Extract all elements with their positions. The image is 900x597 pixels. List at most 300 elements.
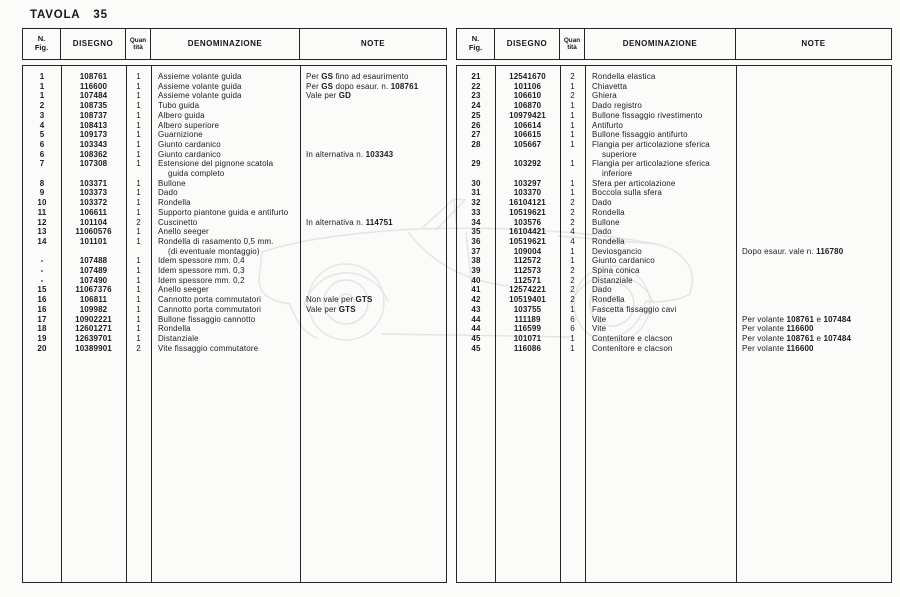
cell-disegno-number: 103371 [79, 178, 108, 188]
cell-fig-number: 9 [39, 188, 45, 198]
cell-fig-number: 11 [37, 207, 47, 217]
cell-denominazione: Rondella elastica [592, 72, 656, 81]
cell-denominazione: Distanziale [158, 333, 199, 343]
cell-fig-number: 18 [37, 324, 47, 334]
cell-denominazione: Fascetta fissaggio cavi [592, 304, 677, 314]
table-row [457, 285, 891, 295]
cell-note [300, 169, 446, 179]
cell-disegno-number: 12574221 [509, 285, 546, 295]
cell-denominazione: Anello seeger [158, 227, 209, 237]
table-row [457, 237, 891, 247]
header-fig-line2: Fig. [34, 43, 49, 52]
cell-denominazione: Giunto cardanico [158, 139, 221, 149]
table-row [457, 72, 891, 82]
cell-denominazione: Anello seeger [158, 285, 209, 295]
cell-note [736, 140, 891, 150]
cell-note [736, 276, 891, 286]
cell-denominazione: Idem spessore mm. 0,3 [158, 266, 245, 276]
cell-disegno-number: 107489 [79, 266, 108, 276]
cell-denominazione: guida completo [168, 169, 225, 179]
header-qty-line2: tità [133, 44, 143, 51]
cell-disegno-number: 101071 [513, 333, 542, 343]
column-divider [560, 66, 561, 582]
cell-quantity: 1 [136, 236, 141, 246]
cell-quantity: 6 [570, 324, 575, 334]
cell-quantity: 1 [570, 343, 575, 353]
cell-note: Per volante 108761 e 107484 [742, 333, 852, 343]
cell-note [300, 276, 446, 286]
column-divider [151, 66, 152, 582]
table-row [23, 266, 446, 276]
cell-quantity: 2 [570, 285, 575, 295]
table-row [23, 111, 446, 121]
cell-note [736, 82, 891, 92]
header-fig-line1: N. [471, 34, 480, 44]
column-divider [495, 66, 496, 582]
header-denominazione-column: DENOMINAZIONE [151, 29, 300, 59]
cell-disegno-number: 103297 [513, 178, 542, 188]
cell-denominazione: Dado registro [592, 101, 642, 111]
cell-note [736, 72, 891, 82]
cell-fig-number: 15 [37, 285, 47, 295]
cell-denominazione: superiore [602, 149, 637, 159]
cell-quantity: 1 [570, 333, 575, 343]
cell-note: Non vale per GTS [306, 295, 373, 305]
cell-fig-number: 45 [471, 343, 481, 353]
cell-disegno-number: 105667 [513, 139, 542, 149]
cell-fig-number: 44 [471, 314, 481, 324]
table-header [22, 28, 447, 60]
cell-disegno-number: 10979421 [509, 110, 546, 120]
cell-note [300, 101, 446, 111]
table-row-continuation [457, 169, 891, 179]
cell-quantity: 1 [136, 81, 141, 91]
cell-denominazione: Dado [592, 227, 612, 237]
cell-fig-number: - [40, 266, 44, 276]
cell-denominazione: Estensione del pignone scatola [158, 159, 274, 169]
cell-quantity: 1 [136, 266, 141, 276]
table-row [23, 334, 446, 344]
cell-disegno-number: 103343 [79, 139, 108, 149]
cell-denominazione: Deviosgancio [592, 246, 642, 256]
header-qty-column [560, 29, 585, 59]
table-row [457, 130, 891, 140]
cell-disegno-number: 107490 [79, 275, 108, 285]
cell-fig-number: 5 [39, 130, 45, 140]
cell-denominazione: Rondella [592, 236, 625, 246]
cell-disegno-number: 101101 [79, 236, 108, 246]
cell-fig-number: 14 [37, 236, 47, 246]
cell-note [300, 324, 446, 334]
cell-denominazione: Cuscinetto [158, 217, 198, 227]
cell-disegno-number: 10902221 [75, 314, 112, 324]
cell-quantity: 1 [136, 139, 141, 149]
table-row [457, 266, 891, 276]
cell-disegno-number: 103372 [79, 198, 108, 208]
cell-denominazione: Cannotto porta commutatori [158, 304, 262, 314]
cell-denominazione: Rondella [592, 207, 625, 217]
table-row [457, 247, 891, 257]
header-qty-line2: tità [567, 44, 577, 51]
cell-denominazione: Dado [592, 198, 612, 208]
cell-quantity: 1 [136, 101, 141, 111]
cell-quantity: 1 [136, 198, 141, 208]
cell-fig-number: 33 [471, 207, 481, 217]
cell-fig-number: 40 [471, 275, 481, 285]
header-fig-column [457, 29, 495, 59]
cell-denominazione: Idem spessore mm. 0,4 [158, 256, 245, 266]
cell-disegno-number: 12639701 [75, 333, 112, 343]
cell-fig-number: 36 [471, 236, 481, 246]
table-row [457, 179, 891, 189]
cell-quantity: 1 [570, 159, 575, 169]
cell-quantity: 2 [570, 72, 575, 81]
cell-fig-number: 6 [39, 139, 45, 149]
cell-quantity: 2 [570, 295, 575, 305]
cell-note [300, 188, 446, 198]
cell-denominazione: Tubo guida [158, 101, 200, 111]
cell-disegno-number: 106811 [79, 295, 108, 305]
cell-denominazione: Vite fissaggio commutatore [158, 343, 259, 353]
cell-denominazione: Vite [592, 324, 607, 334]
cell-denominazione: Supporto piantone guida e antifurto [158, 207, 289, 217]
cell-denominazione: Giunto cardanico [592, 256, 655, 266]
header-disegno-column: DISEGNO [61, 29, 126, 59]
table-row [457, 324, 891, 334]
table-row [457, 315, 891, 325]
cell-note [736, 101, 891, 111]
cell-disegno-number: 103755 [513, 304, 542, 314]
table-body [456, 65, 892, 583]
cell-denominazione: Bullone fissaggio antifurto [592, 130, 688, 140]
table-row [457, 101, 891, 111]
cell-note [736, 188, 891, 198]
cell-note [736, 169, 891, 179]
cell-quantity: 1 [570, 81, 575, 91]
cell-fig-number [23, 247, 61, 257]
cell-fig-number: - [40, 275, 44, 285]
table-row [457, 82, 891, 92]
cell-quantity: 2 [136, 343, 141, 353]
cell-denominazione: Rondella [592, 295, 625, 305]
cell-disegno-number: 10519621 [509, 207, 546, 217]
cell-note [736, 218, 891, 228]
cell-fig-number: 1 [39, 91, 45, 101]
cell-quantity: 4 [570, 227, 575, 237]
cell-disegno-number: 10519401 [509, 295, 546, 305]
cell-disegno-number: 12541670 [509, 72, 546, 81]
cell-quantity: 1 [136, 178, 141, 188]
cell-quantity: 1 [136, 91, 141, 101]
table-row [23, 91, 446, 101]
cell-note [736, 179, 891, 189]
table-row [457, 91, 891, 101]
cell-fig-number: 22 [471, 81, 481, 91]
cell-denominazione: Albero superiore [158, 120, 220, 130]
cell-quantity: 1 [570, 101, 575, 111]
header-fig-line1: N. [37, 34, 46, 44]
cell-fig-number [457, 150, 495, 160]
table-row-continuation [457, 150, 891, 160]
cell-note [300, 285, 446, 295]
cell-fig-number: 30 [471, 178, 481, 188]
cell-quantity [560, 169, 585, 179]
cell-fig-number: 29 [471, 159, 481, 169]
table-row [23, 324, 446, 334]
cell-disegno-number: 106611 [79, 207, 108, 217]
cell-fig-number: 1 [39, 72, 45, 81]
cell-quantity: 2 [570, 217, 575, 227]
cell-disegno-number: 111189 [514, 314, 541, 324]
cell-fig-number: 1 [39, 81, 45, 91]
cell-disegno-number: 106870 [513, 101, 542, 111]
cell-quantity: 6 [570, 314, 575, 324]
table-row [23, 276, 446, 286]
table-header [456, 28, 892, 60]
cell-note [736, 150, 891, 160]
table-row [23, 218, 446, 228]
cell-denominazione: inferiore [602, 169, 633, 179]
cell-disegno-number: 116086 [513, 343, 542, 353]
cell-denominazione: Flangia per articolazione sferica [592, 159, 710, 169]
cell-quantity: 1 [570, 139, 575, 149]
column-divider [300, 66, 301, 582]
cell-denominazione: Idem spessore mm. 0,2 [158, 275, 245, 285]
table-row [457, 198, 891, 208]
cell-note: Vale per GD [306, 91, 352, 101]
header-qty-line1: Quan [129, 36, 147, 44]
cell-note: Per GS fino ad esaurimento [306, 72, 409, 81]
cell-fig-number: 27 [471, 130, 481, 140]
header-fig-column [23, 29, 61, 59]
cell-denominazione: Rondella [158, 198, 191, 208]
cell-disegno-number: 107484 [79, 91, 108, 101]
cell-note [736, 227, 891, 237]
table-row [23, 295, 446, 305]
table-row [457, 121, 891, 131]
header-note-column: NOTE [360, 39, 386, 49]
cell-note: In alternativa n. 103343 [306, 149, 394, 159]
cell-denominazione: Bullone fissaggio cannotto [158, 314, 256, 324]
cell-quantity: 1 [136, 120, 141, 130]
cell-denominazione: Flangia per articolazione sferica [592, 139, 710, 149]
cell-fig-number [23, 169, 61, 179]
cell-quantity: 2 [570, 207, 575, 217]
cell-quantity: 2 [570, 266, 575, 276]
cell-denominazione: Contenitore e clacson [592, 343, 673, 353]
cell-denominazione: Dado [158, 188, 178, 198]
parts-table-right [456, 28, 892, 583]
header-qty-line1: Quan [563, 36, 581, 44]
cell-disegno-number: 10389901 [75, 343, 112, 353]
cell-denominazione: Assieme volante guida [158, 72, 242, 81]
cell-note [300, 121, 446, 131]
cell-fig-number: 8 [39, 178, 45, 188]
cell-fig-number: 38 [471, 256, 481, 266]
cell-note: In alternativa n. 114751 [306, 217, 393, 227]
table-row [23, 285, 446, 295]
cell-fig-number: 32 [471, 198, 481, 208]
table-row [23, 150, 446, 160]
cell-disegno-number: 106610 [513, 91, 542, 101]
cell-quantity: 1 [136, 285, 141, 295]
table-row [23, 140, 446, 150]
cell-fig-number: 17 [37, 314, 47, 324]
cell-quantity: 1 [136, 256, 141, 266]
cell-disegno-number: 109173 [79, 130, 108, 140]
cell-denominazione: Albero guida [158, 110, 205, 120]
cell-note [300, 237, 446, 247]
cell-fig-number [457, 169, 495, 179]
table-row [23, 227, 446, 237]
table-row [457, 344, 891, 354]
cell-disegno-number: 108362 [79, 149, 108, 159]
cell-note [736, 130, 891, 140]
cell-denominazione: Guarnizione [158, 130, 203, 140]
cell-note [736, 111, 891, 121]
cell-denominazione: Giunto cardanico [158, 149, 221, 159]
cell-note: Dopo esaur. vale n. 116780 [742, 246, 844, 256]
cell-fig-number: 4 [39, 120, 45, 130]
cell-disegno-number: 16104421 [509, 227, 546, 237]
cell-denominazione: Boccola sulla sfera [592, 188, 662, 198]
cell-fig-number: 25 [471, 110, 481, 120]
cell-disegno-number [61, 169, 126, 179]
cell-note [300, 344, 446, 354]
cell-fig-number: 13 [37, 227, 47, 237]
cell-fig-number: 24 [471, 101, 481, 111]
cell-quantity: 1 [136, 188, 141, 198]
cell-note: Per GS dopo esaur. n. 108761 [306, 81, 419, 91]
cell-fig-number: 20 [37, 343, 47, 353]
cell-fig-number: 34 [471, 217, 481, 227]
cell-quantity: 1 [136, 207, 141, 217]
cell-note [736, 285, 891, 295]
header-fig-line2: Fig. [468, 43, 483, 52]
table-body [22, 65, 447, 583]
table-row [457, 227, 891, 237]
table-row [23, 179, 446, 189]
cell-disegno-number: 108413 [79, 120, 108, 130]
table-row [23, 315, 446, 325]
cell-note: Per volante 108761 e 107484 [742, 314, 852, 324]
table-row-continuation [23, 169, 446, 179]
cell-note [300, 111, 446, 121]
cell-fig-number: 42 [471, 295, 481, 305]
cell-disegno-number: 107488 [79, 256, 108, 266]
cell-disegno-number: 116600 [79, 81, 108, 91]
cell-disegno-number: 109982 [79, 304, 108, 314]
cell-note [736, 266, 891, 276]
cell-disegno-number [61, 247, 126, 257]
table-row [23, 237, 446, 247]
cell-denominazione: Assieme volante guida [158, 81, 242, 91]
cell-quantity: 1 [570, 110, 575, 120]
cell-quantity: 1 [570, 120, 575, 130]
cell-denominazione: (di eventuale montaggio) [168, 246, 260, 256]
cell-quantity: 1 [136, 227, 141, 237]
cell-denominazione: Cannotto porta commutatori [158, 295, 262, 305]
cell-disegno-number: 103292 [513, 159, 542, 169]
table-row [457, 295, 891, 305]
table-row [23, 256, 446, 266]
cell-denominazione: Chiavetta [592, 81, 628, 91]
cell-disegno-number: 106614 [513, 120, 542, 130]
cell-quantity [126, 169, 151, 179]
cell-fig-number: 19 [37, 333, 47, 343]
cell-note [300, 247, 446, 257]
header-denominazione-column: DENOMINAZIONE [585, 29, 736, 59]
cell-fig-number: 3 [39, 110, 45, 120]
table-row [23, 305, 446, 315]
column-divider [736, 66, 737, 582]
cell-fig-number: 28 [471, 139, 481, 149]
cell-disegno-number: 108761 [79, 72, 108, 81]
cell-quantity: 1 [136, 275, 141, 285]
cell-quantity: 1 [136, 110, 141, 120]
cell-note [736, 159, 891, 169]
table-row [457, 276, 891, 286]
parts-table-left [22, 28, 447, 583]
cell-denominazione: Bullone [592, 217, 620, 227]
cell-disegno-number: 11067376 [75, 285, 112, 295]
cell-note [300, 130, 446, 140]
table-row [457, 256, 891, 266]
cell-disegno-number [495, 169, 560, 179]
cell-disegno-number: 116599 [513, 324, 542, 334]
cell-denominazione: Antifurto [592, 120, 624, 130]
cell-quantity: 1 [136, 149, 141, 159]
cell-note [300, 256, 446, 266]
cell-quantity: 2 [136, 217, 141, 227]
cell-fig-number: 16 [37, 304, 47, 314]
table-row [457, 208, 891, 218]
cell-note: Vale per GTS [306, 304, 356, 314]
cell-quantity: 1 [136, 72, 141, 81]
cell-note: Per volante 116600 [742, 324, 814, 334]
cell-disegno-number: 109004 [513, 246, 542, 256]
cell-note [300, 159, 446, 169]
cell-disegno-number: 103373 [79, 188, 108, 198]
cell-quantity: 1 [136, 304, 141, 314]
table-row-continuation [23, 247, 446, 257]
cell-disegno-number: 16104121 [509, 198, 546, 208]
cell-note [300, 315, 446, 325]
table-row [23, 188, 446, 198]
cell-disegno-number: 101106 [513, 81, 542, 91]
cell-quantity: 1 [136, 295, 141, 305]
cell-fig-number: 45 [471, 333, 481, 343]
cell-quantity: 1 [136, 333, 141, 343]
cell-quantity: 1 [136, 130, 141, 140]
cell-quantity: 1 [570, 256, 575, 266]
cell-quantity: 1 [570, 188, 575, 198]
cell-denominazione: Contenitore e clacson [592, 333, 673, 343]
cell-note [300, 140, 446, 150]
cell-fig-number: 7 [39, 159, 45, 169]
cell-fig-number: 39 [471, 266, 481, 276]
cell-quantity: 2 [570, 198, 575, 208]
cell-fig-number: 2 [39, 101, 45, 111]
cell-disegno-number: 112572 [513, 256, 542, 266]
cell-note [736, 237, 891, 247]
column-divider [126, 66, 127, 582]
cell-fig-number: 43 [471, 304, 481, 314]
cell-denominazione: Rondella di rasamento 0,5 mm. [158, 236, 274, 246]
header-note-column: NOTE [801, 39, 826, 49]
cell-denominazione: Distanziale [592, 275, 633, 285]
cell-fig-number: 31 [471, 188, 481, 198]
